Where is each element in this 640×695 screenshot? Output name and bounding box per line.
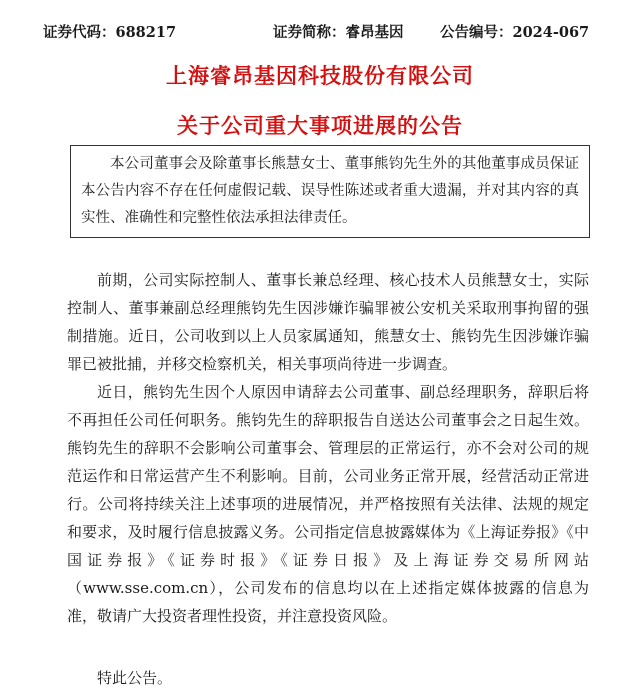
announcement-header bbox=[0, 22, 640, 44]
closing-statement: 特此公告。 bbox=[97, 669, 173, 687]
notice-title: 关于公司重大事项进展的公告 bbox=[177, 113, 463, 138]
disclaimer-text: 本公司董事会及除董事长熊慧女士、董事熊钧先生外的其他董事成员保证本公告内容不存在任何虚假记载、误导性陈述或者重大遗漏，并对其内容的真实性、准确性和完整性依法承担法律责任。 bbox=[81, 156, 579, 226]
company-title: 上海睿昂基因科技股份有限公司 bbox=[166, 63, 474, 88]
body-paragraph-1: 前期，公司实际控制人、董事长兼总经理、核心技术人员熊慧女士，实际控制人、董事兼副总经理熊钧先生因涉嫌诈骗罪被公安机关采取刑事拘留的强制措施。近日，公司收到以上人员家属通知，熊慧女士、熊钧先生因涉嫌诈骗罪已被批捕，并移交检察机关，相关事项尚待进一步调查。 bbox=[67, 271, 589, 373]
announcement-body bbox=[67, 266, 589, 630]
stock-abbreviation: 证券简称：睿昂基因 bbox=[273, 24, 404, 41]
notice-number: 公告编号：2024-067 bbox=[440, 24, 590, 41]
disclaimer-box bbox=[70, 145, 590, 238]
stock-code: 证券代码：688217 bbox=[43, 24, 177, 41]
body-paragraph-2: 近日，熊钧先生因个人原因申请辞去公司董事、副总经理职务，辞职后将不再担任公司任何职务。熊钧先生的辞职报告自送达公司董事会之日起生效。熊钧先生的辞职不会影响公司董事会、管理层的正常运行，亦不会对公司的规范运作和日常运营产生不利影响。目前，公司业务正常开展，经营活动正常进行。公司将持续关注上述事项的进展情况，并严格按照有关法律、法规的规定和要求，及时履行信息披露义务。公司指定信息披露媒体为《上海证券报》《中国证券报》《证券时报》《证券日报》及上海证券交易所网站（www.sse.com.cn），公司发布的信息均以在上述指定媒体披露的信息为准，敬请广大投资者理性投资，并注意投资风险。 bbox=[67, 383, 589, 625]
